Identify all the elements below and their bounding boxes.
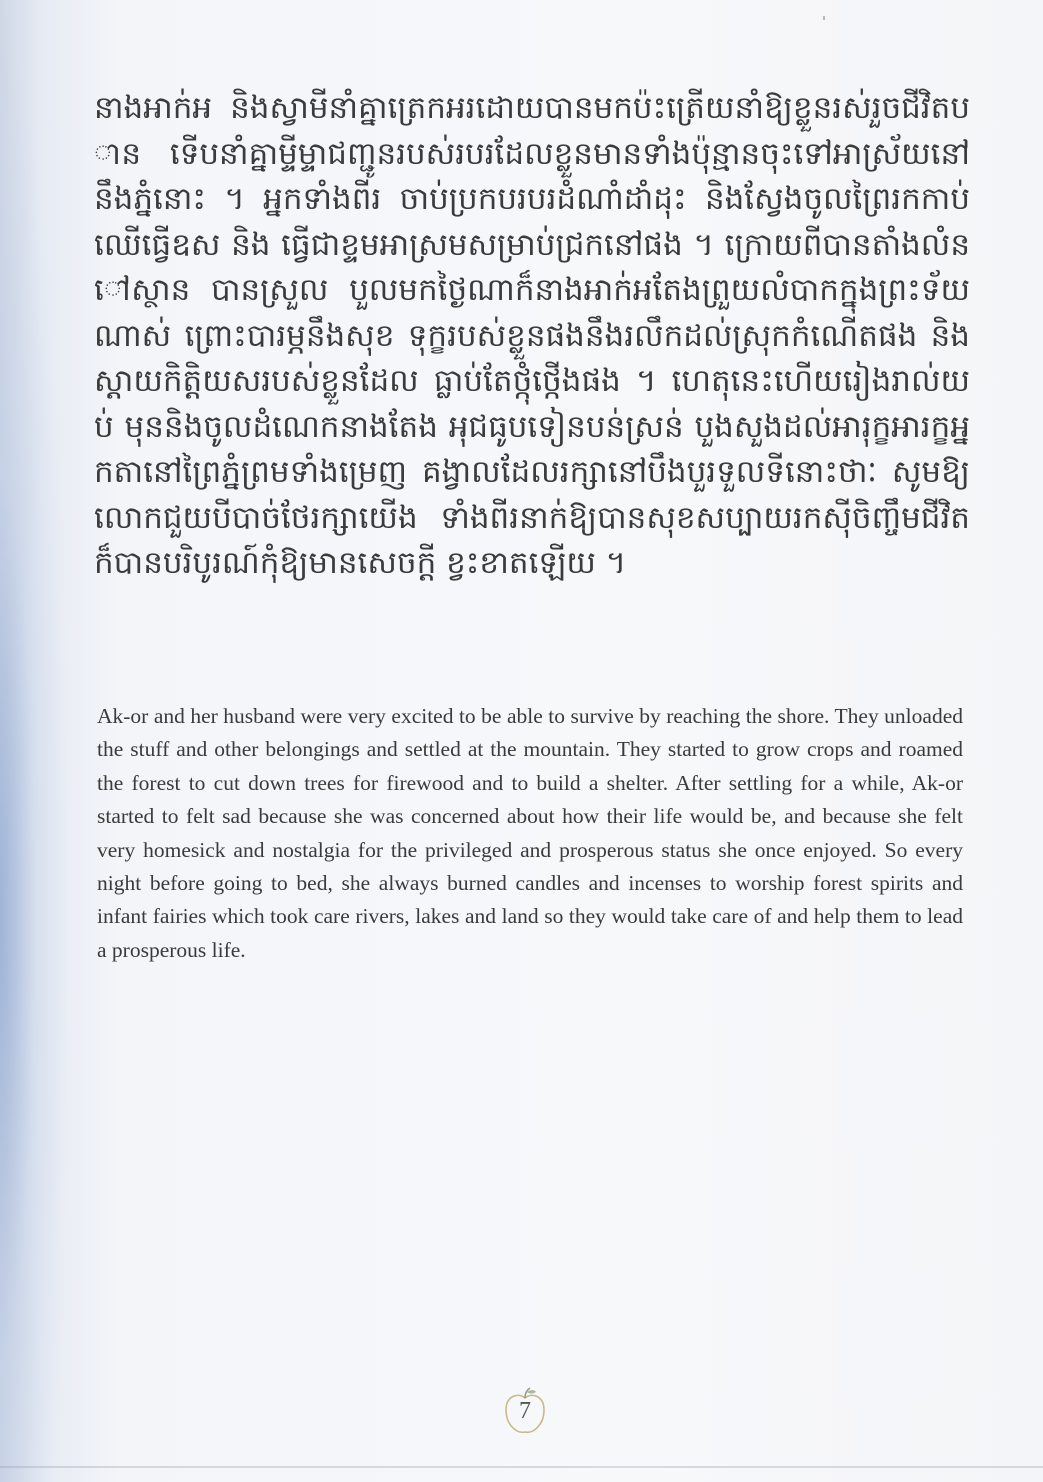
print-mark: [823, 16, 825, 20]
page-edge-shadow: [0, 0, 70, 1482]
page-number-badge: [498, 1384, 552, 1438]
page-number: 7: [519, 1398, 531, 1424]
english-paragraph: Ak-or and her husband were very excited to be able to survive by reaching the shore. They unloaded the stuff and other belongings and settled at the mountain. They started to grow crops and roamed the forest to cut down trees for firewood and to build a shelter. After settling for a while, Ak-or started to felt sad because she was concerned about how their life would be, and because she felt very homesick and nostalgia for the privileged and prosperous status she once enjoyed. So every night before going to bed, she always burned candles and incenses to worship forest spirits and infant fairies which took care rivers, lakes and land so they would take care of and help them to lead a prosperous life.: [97, 704, 963, 962]
page-bottom-edge: [0, 1466, 1043, 1468]
khmer-paragraph: នាងអាក់អ និងស្វាមីនាំគ្នាត្រេកអរដោយបានមកប៉ះត្រើយនាំឱ្យខ្លួនរស់រួចជីវិតបាន ទើបនាំគ្នាម្ទីម្ទាជញ្ជូនរបស់របរដែលខ្លួនមានទាំងប៉ុន្មានចុះទៅអាស្រ័យនៅនឹងភ្នំនោះ ។ អ្នកទាំងពីរ ចាប់ប្រកបរបរដំណាំដាំដុះ និងស្វែងចូលព្រៃរកកាប់ឈើធ្វើឧស និង ធ្វើជាខ្ទមអាស្រមសម្រាប់ជ្រកនៅផង ។ ក្រោយពីបានតាំងលំនៅស្ថាន បានស្រួល បួលមកថ្ងៃណាក៏នាងអាក់អតែងព្រួយលំបាកក្នុងព្រះទ័យណាស់ ព្រោះបារម្ភនឹងសុខ ទុក្ខរបស់ខ្លួនផងនឹងរលឹកដល់ស្រុកកំណើតផង និងស្តាយកិត្តិយសរបស់ខ្លួនដែល ធ្លាប់តែថ្កុំថ្កើងផង ។ ហេតុនេះហើយរៀងរាល់យប់ មុននិងចូលដំណេកនាងតែង អុជធូបទៀនបន់ស្រន់ បួងសួងដល់អារុក្ខអារក្ខអ្នកតានៅព្រៃភ្នំព្រមទាំងម្រេញ គង្វាលដែលរក្សានៅបឹងបួរទួលទីនោះថាៈ សូមឱ្យលោកជួយបីបាច់ថែរក្សាយើង ទាំងពីរនាក់ឱ្យបានសុខសប្បាយរកស៊ីចិញ្ចឹមជីវិតក៏បានបរិបូរណ៍កុំឱ្យមានសេចក្តី ខ្វះខាតឡើយ ។: [94, 90, 970, 581]
